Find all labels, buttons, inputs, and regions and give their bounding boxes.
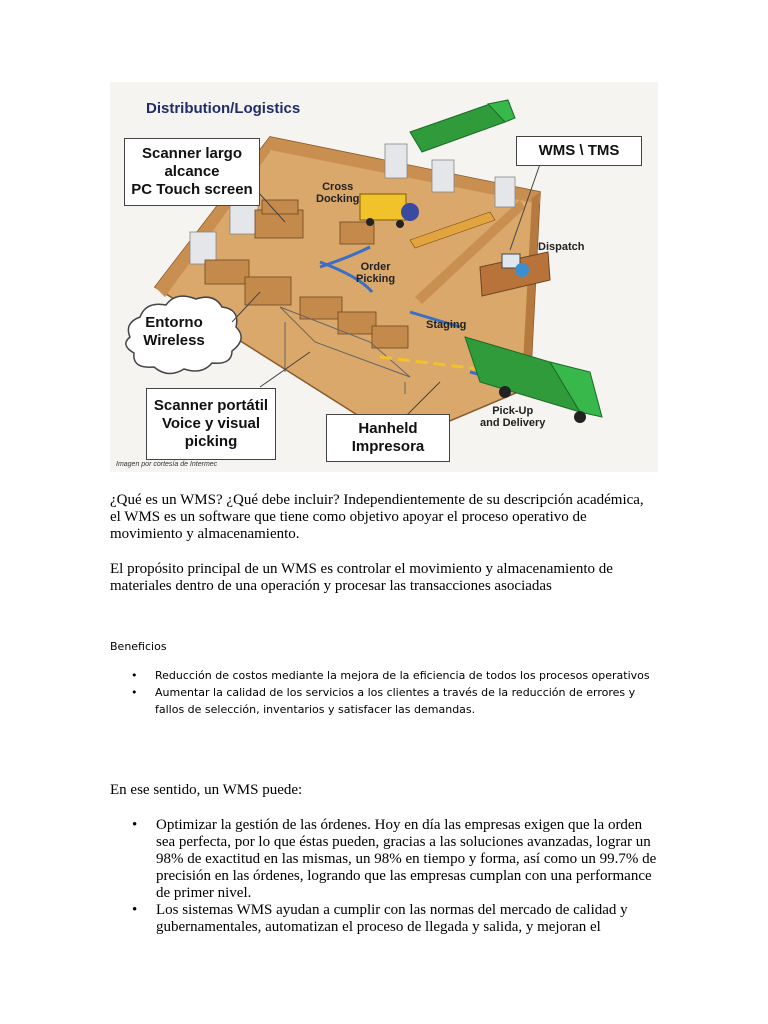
callout-line: Hanheld: [358, 420, 418, 438]
list-item: [132, 902, 658, 936]
callout-line: WMS \ TMS: [538, 142, 620, 160]
callout-line: PC Touch screen: [131, 180, 253, 198]
callout-wms-tms: [516, 136, 642, 166]
callout-entorno-wireless: [132, 314, 216, 350]
label-dispatch: Dispatch: [538, 241, 585, 253]
sentido-text: Optimizar la gestión de las órdenes. Hoy en día las empresas exigen que la orden sea perfecta, por lo que éstas pueden, gracias a las soluciones avanzadas, lograr un 98% de exactitud en las mismas, un 98% en tiempo y forma, así como un 99.7% de precisión en las órdenes, logrando que las empresas cumplan con una performance de primer nivel.: [156, 817, 657, 901]
intro-paragraph-2: El propósito principal de un WMS es controlar el movimiento y almacenamiento de materiales dentro de una operación y procesar las transacciones asociadas: [110, 561, 613, 594]
label-staging: Staging: [426, 319, 467, 331]
callout-line: Impresora: [351, 438, 425, 455]
list-item: [131, 684, 659, 718]
intro-paragraph-1: ¿Qué es un WMS? ¿Qué debe incluir? Independientemente de su descripción académica, el WMS es un software que tiene como objetivo apoyar el proceso operativo de movimiento y almacenamiento.: [110, 492, 644, 542]
bullet-icon: •: [132, 817, 138, 833]
beneficio-text: Reducción de costos mediante la mejora de la eficiencia de todos los procesos operativos: [155, 669, 650, 682]
figure-title: Distribution/Logistics: [146, 100, 301, 117]
figure-credit: Imagen por cortesía de Intermec: [116, 461, 218, 468]
callout-line: Scanner portátil: [153, 397, 269, 415]
beneficios-list: [131, 667, 659, 718]
beneficios-heading: Beneficios: [110, 640, 167, 653]
floor-label-line: Order: [360, 261, 391, 273]
beneficio-text: Aumentar la calidad de los servicios a los clientes a través de la reducción de errores y fallos de selección, inventarios y satisfacer las demandas.: [155, 686, 636, 716]
callout-scanner-largo: [124, 138, 260, 206]
callout-line: Wireless: [143, 332, 205, 349]
bullet-icon: •: [131, 669, 138, 682]
floor-label-line: Picking: [356, 272, 396, 285]
bullet-icon: •: [131, 686, 138, 699]
callout-line: alcance: [164, 163, 220, 181]
callout-scanner-portatil: [146, 388, 276, 460]
list-item: [132, 817, 658, 902]
label-cross-docking: [316, 182, 359, 205]
label-order-picking: [356, 262, 395, 285]
label-pickup-delivery: [480, 406, 545, 429]
sentido-lead: En ese sentido, un WMS puede:: [110, 782, 303, 798]
callout-line: Scanner largo: [141, 145, 243, 163]
callout-line: Voice y visual: [161, 415, 261, 433]
callout-line: Entorno: [145, 314, 203, 331]
sentido-list: [132, 817, 658, 936]
sentido-text: Los sistemas WMS ayudan a cumplir con las normas del mercado de calidad y gubernamentales, automatizan el proceso de llegada y salida, y mejoran el: [156, 902, 628, 935]
floor-label-line: Docking: [316, 192, 360, 205]
bullet-icon: •: [132, 902, 138, 918]
floor-label-line: Pick-Up: [492, 405, 534, 417]
floor-label-line: Cross: [322, 181, 354, 193]
warehouse-figure: [110, 82, 658, 472]
callout-hanheld-impresora: [326, 414, 450, 462]
floor-label-line: and Delivery: [480, 416, 546, 429]
callout-line: picking: [184, 432, 238, 450]
list-item: [131, 667, 659, 684]
